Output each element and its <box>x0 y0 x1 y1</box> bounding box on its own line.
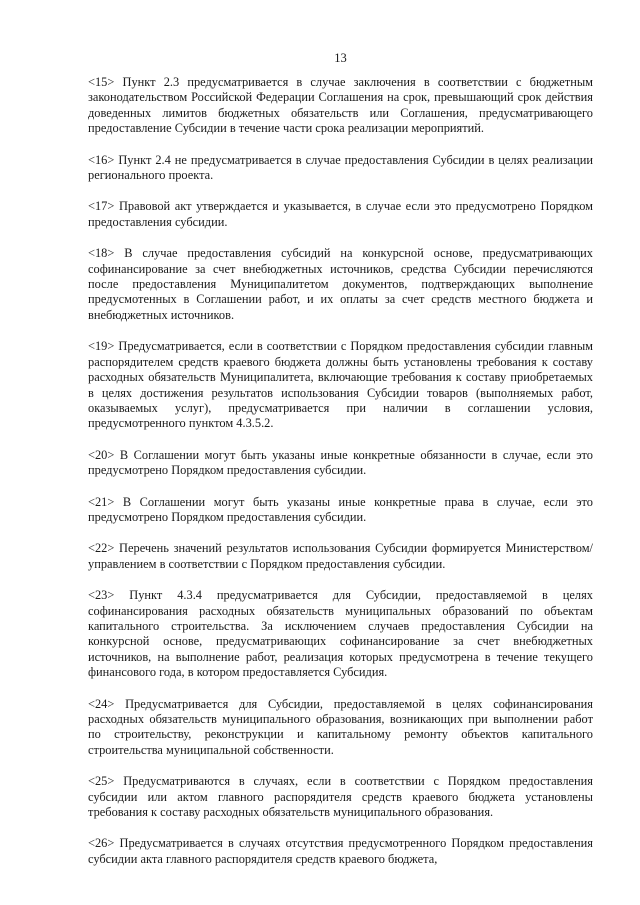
footnote-18: <18> В случае предоставления субсидий на конкурсной основе, предусматривающих софинансирование за счет внебюджетных источников, средства Субсидии перечисляются после предоставления Муниципалитетом документов, подтверждающих выполнение предусмотенных в Соглашении работ, и их оплаты за счет средств местного бюджета и внебюджетных источников. <box>88 246 593 322</box>
footnote-25: <25> Предусматриваются в случаях, если в соответствии с Порядком предоставления субсидии или актом главного распорядителя средств краевого бюджета установлены требования к составу расходных обязательств муниципального образования. <box>88 774 593 820</box>
footnote-17: <17> Правовой акт утверждается и указывается, в случае если это предусмотрено Порядком предоставления субсидии. <box>88 199 593 229</box>
footnote-23: <23> Пункт 4.3.4 предусматривается для Субсидии, предоставляемой в целях софинансирования расходных обязательств муниципальных образований по объектам капитального строительства. За исключением случаев предоставления Субсидии на конкурсной основе, предусматривающих софинансирование за счет внебюджетных источников, на выполнение работ, реализация которых предусмотрена в течение текущего финансового года, в котором предоставляется Субсидия. <box>88 588 593 680</box>
footnote-22: <22> Перечень значений результатов использования Субсидии формируется Министерством/ управлением в соответствии с Порядком предоставления субсидии. <box>88 541 593 571</box>
footnote-19: <19> Предусматривается, если в соответствии с Порядком предоставления субсидии главным распорядителем средств краевого бюджета должны быть установлены требования к составу расходных обязательств Муниципалитета, включающие требования к составу приобретаемых в целях достижения результатов использования Субсидии товаров (выполняемых работ, оказываемых услуг), предусматривается при наличии в соглашении условия, предусмотренного пунктом 4.3.5.2. <box>88 339 593 431</box>
footnotes-list <box>88 75 593 883</box>
footnote-16: <16> Пункт 2.4 не предусматривается в случае предоставления Субсидии в целях реализации регионального проекта. <box>88 152 593 183</box>
footnote-20: <20> В Соглашении могут быть указаны иные конкретные обязанности в случае, если это предусмотрено Порядком предоставления субсидии. <box>88 447 593 478</box>
footnote-26: <26> Предусматривается в случаях отсутствия предусмотренного Порядком предоставления субсидии акта главного распорядителя средств краевого бюджета, <box>88 836 593 866</box>
document-page <box>88 0 593 905</box>
footnote-21: <21> В Соглашении могут быть указаны иные конкретные права в случае, если это предусмотрено Порядком предоставления субсидии. <box>88 494 593 524</box>
page-number: 13 <box>334 51 347 65</box>
footnote-15: <15> Пункт 2.3 предусматривается в случае заключения в соответствии с бюджетным законодательством Российской Федерации Соглашения на срок, превышающий срок действия доведенных лимитов бюджетных обязательств или Соглашения, предусматривающего предоставление Субсидии в течение части срока реализации мероприятий. <box>88 75 593 136</box>
footnote-24: <24> Предусматривается для Субсидии, предоставляемой в целях софинансирования расходных обязательств муниципального образования, возникающих при выполнении работ по строительству, реконструкции и капитальному ремонту объектов капитального строительства муниципальной собственности. <box>88 696 593 757</box>
